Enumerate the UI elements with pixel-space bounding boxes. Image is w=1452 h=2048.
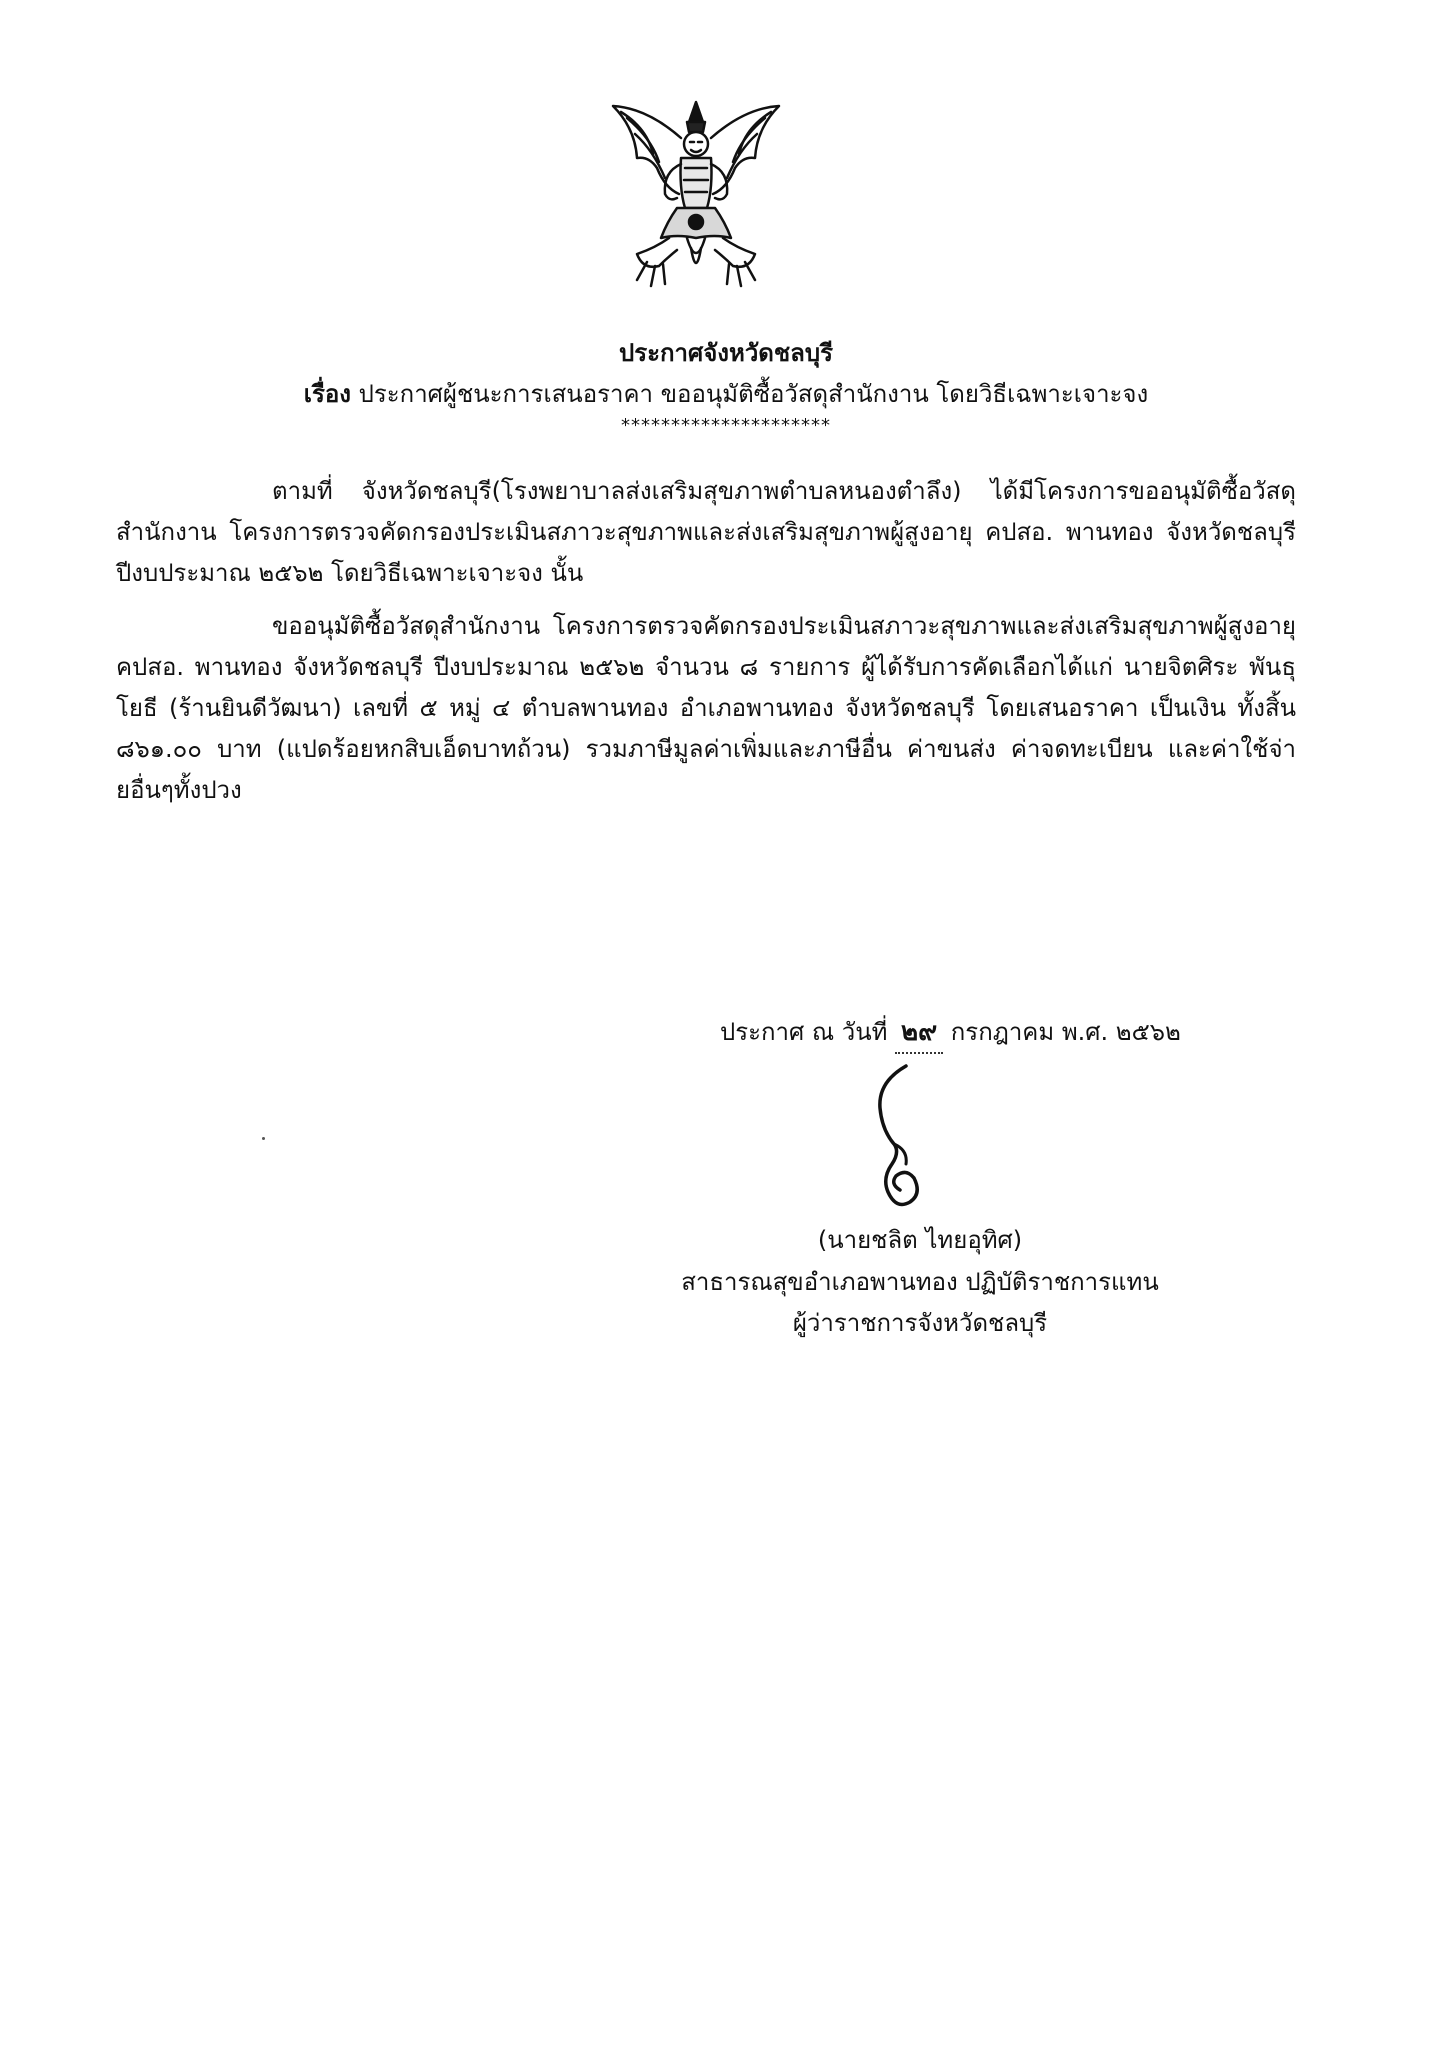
garuda-emblem-icon — [607, 98, 785, 298]
date-prefix: ประกาศ ณ วันที่ — [720, 1018, 888, 1046]
subject-label: เรื่อง — [303, 380, 351, 408]
paragraph-2-text: ขออนุมัติซื้อวัสดุสำนักงาน โครงการตรวจคัดกรองประเมินสภาวะสุขภาพและส่งเสริมสุขภาพผู้สูงอายุ คปสอ. พานทอง จังหวัดชลบุรี ปีงบประมาณ ๒๕๖๒ จำนวน ๘ รายการ ผู้ได้รับการคัดเลือกได้แก่ นายจิตศิระ พันธุโยธี (ร้านยินดีวัฒนา) เลขที่ ๕ หมู่ ๔ ตำบลพานทอง อำเภอพานทอง จังหวัดชลบุรี โดยเสนอราคา เป็นเงิน ทั้งสิ้น ๘๖๑.๐๐ บาท (แปดร้อยหกสิบเอ็ดบาทถ้วน) รวมภาษีมูลค่าเพิ่มและภาษีอื่น ค่าขนส่ง ค่าจดทะเบียน และค่าใช้จ่ายอื่นๆทั้งปวง — [116, 612, 1296, 804]
separator-stars: ********************* — [621, 415, 831, 436]
subject-text: ประกาศผู้ชนะการเสนอราคา ขออนุมัติซื้อวัสดุสำนักงาน โดยวิธีเฉพาะเจาะจง — [358, 380, 1149, 408]
scan-speck — [262, 1137, 265, 1140]
body-paragraph-1 — [116, 471, 1296, 594]
announcement-title: ประกาศจังหวัดชลบุรี — [618, 339, 834, 367]
announcement-date — [720, 1011, 1181, 1054]
subject-line — [0, 374, 1452, 413]
signature-icon — [848, 1060, 948, 1220]
signer-name: (นายชลิต ไทยอุทิศ) — [817, 1226, 1023, 1254]
date-day: ๒๙ — [895, 1011, 943, 1054]
body-paragraph-2 — [116, 606, 1296, 811]
date-month-year: กรกฎาคม พ.ศ. ๒๕๖๒ — [950, 1018, 1181, 1046]
signer-position: สาธารณสุขอำเภอพานทอง ปฏิบัติราชการแทน — [681, 1268, 1159, 1296]
signer-authority: ผู้ว่าราชการจังหวัดชลบุรี — [792, 1309, 1048, 1337]
paragraph-1-text: ตามที่ จังหวัดชลบุรี(โรงพยาบาลส่งเสริมสุขภาพตำบลหนองตำลึง) ได้มีโครงการขออนุมัติซื้อวัสดุ สำนักงาน โครงการตรวจคัดกรองประเมินสภาวะสุขภาพและส่งเสริมสุขภาพผู้สูงอายุ คปสอ. พานทอง จังหวัดชลบุรี ปีงบประมาณ ๒๕๖๒ โดยวิธีเฉพาะเจาะจง นั้น — [116, 477, 1296, 587]
